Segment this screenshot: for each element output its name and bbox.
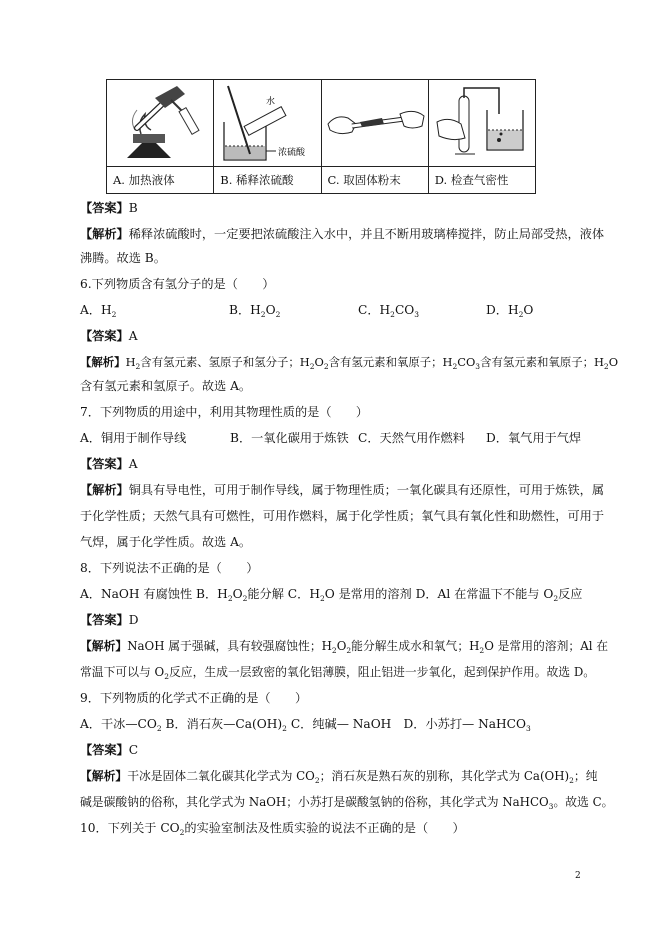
q7-option-d: D．氧气用于气焊 bbox=[486, 431, 582, 445]
figure-b-diluting-acid bbox=[214, 80, 321, 167]
q9-answer-line: 【答案】C bbox=[80, 743, 139, 757]
q9-options: A．干冰$—CO_2$ B．消石灰$—Ca(OH)_2$ C．纯碱— NaOH D．小苏打— NaHCO$_3$ bbox=[80, 717, 531, 733]
q6-stem: 6.下列物质含有氢分子的是（ ） bbox=[80, 277, 275, 291]
q8-stem: 8．下列说法不正确的是（ ） bbox=[80, 561, 259, 575]
q7-options bbox=[80, 430, 580, 446]
page-number: 2 bbox=[575, 871, 581, 881]
airtightness-check-illustration bbox=[429, 80, 536, 166]
q7-analysis-line-2: 于化学性质；天然气具有可燃性，可用作燃料，属于化学性质；氧气具有氧化性和助燃性，可用于 bbox=[80, 509, 605, 523]
taking-powder-illustration bbox=[322, 80, 429, 166]
q8-analysis-line-1: 【解析】NaOH 属于强碱，具有较强腐蚀性；$H_2O_2$能分解生成水和氧气；$H_2O$ 是常用的溶剂；Al 在 bbox=[80, 639, 609, 655]
q5-answer-line bbox=[80, 200, 138, 216]
q6-options bbox=[80, 302, 580, 318]
q8-answer-line: 【答案】D bbox=[80, 613, 139, 627]
caption-c: C. 取固体粉末 bbox=[321, 167, 428, 194]
q9-answer: C bbox=[128, 743, 139, 757]
q9-stem: 9．下列物质的化学式不正确的是（ ） bbox=[80, 691, 308, 705]
figure-c-taking-powder bbox=[321, 80, 428, 167]
caption-b: B. 稀释浓硫酸 bbox=[214, 167, 321, 194]
q6-analysis-line-1: 【解析】$H_2$含有氢元素、氢原子和氢分子；$H_2O_2$含有氢元素和氧原子；$H_2CO_3$含有氢元素和氧原子；$H_2O$ bbox=[80, 355, 619, 371]
q7-option-a: A．铜用于制作导线 bbox=[80, 431, 187, 445]
figure-d-airtightness-check bbox=[428, 80, 535, 167]
q7-option-b: B．一氧化碳用于炼铁 bbox=[230, 431, 349, 445]
q7-analysis-line-1: 【解析】铜具有导电性，可用于制作导线，属于物理性质；一氧化碳具有还原性，可用于炼铁，属 bbox=[80, 483, 605, 497]
q5-analysis-line-1: 【解析】稀释浓硫酸时，一定要把浓硫酸注入水中，并且不断用玻璃棒搅拌，防止局部受热，液体 bbox=[80, 227, 605, 241]
q6-option-c: C．$H_2CO_3$ bbox=[358, 303, 420, 319]
analysis-label: 【解析】 bbox=[80, 227, 129, 241]
q8-answer: D bbox=[128, 613, 139, 627]
diluting-acid-illustration bbox=[214, 80, 321, 166]
caption-d: D. 检查气密性 bbox=[428, 167, 535, 194]
q7-analysis-line-3: 气焊，属于化学性质。故选 A。 bbox=[80, 535, 252, 549]
q6-answer-line: 【答案】A bbox=[80, 329, 138, 343]
q6-option-d: D．$H_2O$ bbox=[486, 303, 534, 319]
heating-liquid-illustration bbox=[107, 80, 214, 166]
answer-label: 【答案】 bbox=[80, 201, 129, 215]
q10-stem: 10．下列关于 $CO_2$的实验室制法及性质实验的说法不正确的是（ ） bbox=[80, 821, 465, 837]
q9-analysis-line-1: 【解析】干冰是固体二氧化碳其化学式为 $CO_2$；消石灰是熟石灰的别称，其化学式为 $Ca(OH)_2$；纯 bbox=[80, 769, 598, 785]
q7-answer: A bbox=[128, 457, 138, 471]
figure-a-heating-liquid bbox=[107, 80, 214, 167]
acid-label: 浓硫酸 bbox=[278, 148, 306, 158]
q8-options: A．NaOH 有腐蚀性 B．$H_2O_2$能分解 C．$H_2O$ 是常用的溶剂 D．Al 在常温下不能与 $O_2$反应 bbox=[80, 587, 583, 603]
q7-answer-line: 【答案】A bbox=[80, 457, 138, 471]
q7-stem: 7．下列物质的用途中，利用其物理性质的是（ ） bbox=[80, 405, 369, 419]
q6-option-a: A．$H_2$ bbox=[80, 303, 117, 319]
q9-analysis-line-2: 碱是碳酸钠的俗称，其化学式为 NaOH；小苏打是碳酸氢钠的俗称，其化学式为 NaHCO$_3$。故选 C。 bbox=[80, 795, 614, 811]
q8-analysis-line-2: 常温下可以与 $O_2$反应，生成一层致密的氧化铝薄膜，阻止铝进一步氧化，起到保护作用。故选 D。 bbox=[80, 665, 596, 681]
q7-option-c: C．天然气用作燃料 bbox=[358, 431, 465, 445]
apparatus-figure-table bbox=[106, 79, 536, 194]
q5-analysis-line-2: 沸腾。故选 B。 bbox=[80, 251, 166, 265]
q5-answer: B bbox=[128, 201, 138, 215]
q6-analysis-line-2: 含有氢元素和氢原子。故选 A。 bbox=[80, 379, 252, 393]
q6-option-b: B．$H_2O_2$ bbox=[229, 303, 281, 319]
q6-answer: A bbox=[128, 329, 138, 343]
water-label: 水 bbox=[266, 97, 276, 107]
caption-a: A. 加热液体 bbox=[107, 167, 214, 194]
